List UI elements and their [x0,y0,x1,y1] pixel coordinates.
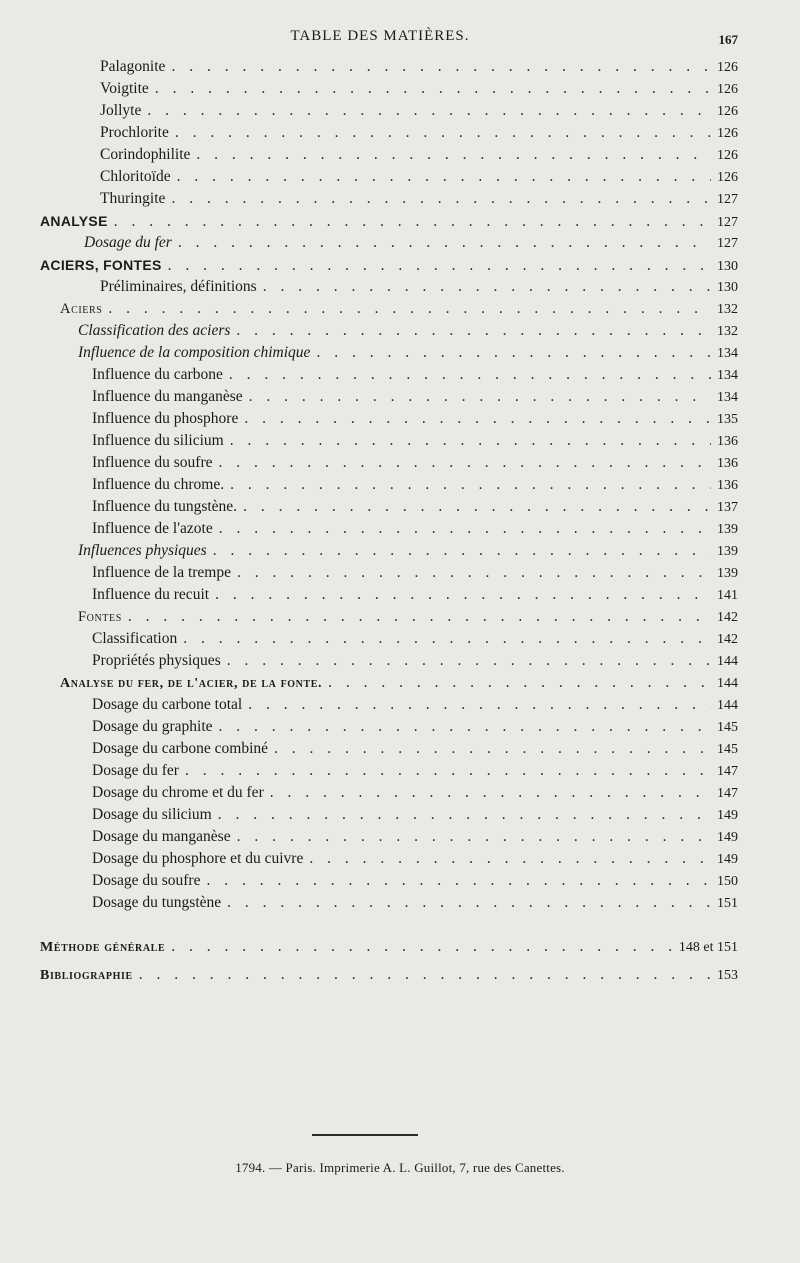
toc-entry [92,474,738,496]
toc-label: Chloritoïde [100,168,171,185]
toc-section-entry [40,210,738,232]
running-header [0,26,800,52]
toc-page: 145 [717,720,738,735]
toc-label: Dosage du fer [84,234,172,251]
toc-label: Corindophilite [100,146,191,163]
toc-entry [92,430,738,452]
toc-entry [92,386,738,408]
toc-page: 151 [717,896,738,911]
toc-label: Influence du tungstène. [92,498,238,515]
leader-dots [213,540,711,562]
toc-page: 139 [717,566,738,581]
leader-dots [139,964,711,986]
toc-label: Prochlorite [100,124,169,141]
leader-dots [230,474,711,496]
toc-page: 144 [717,654,738,669]
toc-label: Dosage du silicium [92,806,212,823]
toc-page: 127 [717,192,738,207]
leader-dots [171,56,711,78]
leader-dots [309,848,711,870]
toc-page: 153 [717,968,738,983]
toc-entry [92,496,738,518]
toc-page: 150 [717,874,738,889]
toc-entry [100,78,738,100]
toc-label: Classification [92,630,178,647]
toc-page: 126 [717,82,738,97]
toc-page: 134 [717,368,738,383]
toc-page: 147 [717,764,738,779]
toc-page: 136 [717,478,738,493]
toc-page: 126 [717,126,738,141]
toc-label: Influence du chrome. [92,476,225,493]
leader-dots [270,782,711,804]
leader-dots [171,936,673,958]
toc-subsection-entry [60,672,738,694]
toc-label: Dosage du manganèse [92,828,231,845]
toc-entry [92,826,738,848]
leader-dots [171,188,711,210]
leader-dots [175,122,711,144]
toc-label: Influence du soufre [92,454,213,471]
leader-dots [229,364,711,386]
toc-subsection-label: Fontes [78,609,122,625]
toc-label: Dosage du carbone total [92,696,243,713]
toc-page: 142 [717,610,738,625]
toc-entry [92,782,738,804]
toc-label: Dosage du fer [92,762,179,779]
leader-dots [316,342,711,364]
toc-page: 126 [717,170,738,185]
leader-dots [263,276,711,298]
toc-entry [92,848,738,870]
toc-label: Influence du manganèse [92,388,243,405]
toc-entry [92,738,738,760]
toc-entry [92,804,738,826]
leader-dots [236,320,711,342]
leader-dots [274,738,711,760]
toc-page: 132 [717,324,738,339]
toc-page: 134 [717,390,738,405]
toc-entry [84,232,738,254]
leader-dots [215,584,711,606]
leader-dots [114,211,711,232]
printer-imprint: 1794. — Paris. Imprimerie A. L. Guillot, 7, rue des Canettes. [235,1160,565,1175]
toc-section-label: ANALYSE [40,213,108,229]
leader-dots [243,496,711,518]
toc-page: 139 [717,522,738,537]
leader-dots [128,606,711,628]
toc-subsection-label: Analyse du fer, de l'acier, de la fonte. [60,676,323,691]
toc-section-entry [40,254,738,276]
toc-page: 137 [717,500,738,515]
toc-entry [92,452,738,474]
toc-label: Influence du silicium [92,432,224,449]
leader-dots [237,562,711,584]
header-page-number: 167 [718,32,738,47]
toc-section-entry [40,964,738,986]
leader-dots [328,672,711,694]
toc-section-label: Méthode générale [40,940,166,955]
toc-page: 126 [717,148,738,163]
toc-label: Influence de la composition chimique [78,344,311,361]
toc-label: Propriétés physiques [92,652,221,669]
leader-dots [230,430,711,452]
toc-subsection-entry [78,606,738,628]
toc-label: Dosage du phosphore et du cuivre [92,850,304,867]
toc-section-entry [40,936,738,958]
leader-dots [206,870,711,892]
toc-subsection-label: Aciers [60,301,103,317]
leader-dots [196,144,711,166]
toc-page: 130 [717,280,738,295]
toc-entry [100,188,738,210]
leader-dots [237,826,711,848]
toc-entry [92,716,738,738]
toc-entry [100,56,738,78]
toc-label: Dosage du soufre [92,872,201,889]
toc-label: Voigtite [100,80,149,97]
toc-label: Palagonite [100,58,166,75]
toc-label: Influence du recuit [92,586,210,603]
toc-entry [100,122,738,144]
toc-entry [92,518,738,540]
toc-entry [92,408,738,430]
toc-label: Dosage du tungstène [92,894,222,911]
toc-entry [100,100,738,122]
toc-entry [100,276,738,298]
toc-label: Thuringite [100,190,166,207]
toc-page: 142 [717,632,738,647]
toc-entry [92,364,738,386]
toc-page: 126 [717,104,738,119]
leader-dots [177,166,711,188]
footer-rule [312,1134,418,1136]
toc-page: 135 [717,412,738,427]
header-title: TABLE DES MATIÈRES. [290,28,470,44]
toc-page: 139 [717,544,738,559]
toc-page: 126 [717,60,738,75]
toc-entry [78,342,738,364]
toc-label: Dosage du chrome et du fer [92,784,264,801]
leader-dots [227,892,711,914]
toc-entry [92,760,738,782]
leader-dots [219,518,711,540]
toc-page: 147 [717,786,738,801]
toc-label: Dosage du graphite [92,718,213,735]
toc-label: Classification des aciers [78,322,231,339]
toc-page: 149 [717,808,738,823]
leader-dots [249,386,711,408]
toc-entry [92,892,738,914]
toc-entry [78,320,738,342]
toc-section-label: Bibliographie [40,968,133,983]
toc-page: 149 [717,852,738,867]
toc-page: 141 [717,588,738,603]
leader-dots [168,255,711,276]
toc-entry [92,584,738,606]
leader-dots [219,452,711,474]
toc-page: 136 [717,456,738,471]
toc-page: 148 et 151 [678,940,738,955]
leader-dots [147,100,711,122]
toc-entry [92,628,738,650]
toc-page: 145 [717,742,738,757]
leader-dots [155,78,711,100]
toc-page: 149 [717,830,738,845]
toc-entry [92,562,738,584]
toc-label: Préliminaires, définitions [100,278,257,295]
toc-entry [92,870,738,892]
toc-page: 136 [717,434,738,449]
toc-label: Influence de la trempe [92,564,231,581]
leader-dots [185,760,711,782]
toc-entry [92,694,738,716]
toc-page: 144 [717,676,738,691]
toc-label: Influence de l'azote [92,520,213,537]
leader-dots [218,804,711,826]
leader-dots [108,298,711,320]
leader-dots [178,232,711,254]
toc-label: Influence du phosphore [92,410,239,427]
toc-label: Influence du carbone [92,366,223,383]
toc-page: 134 [717,346,738,361]
toc-entry [92,650,738,672]
leader-dots [227,650,711,672]
leader-dots [248,694,711,716]
leader-dots [183,628,711,650]
toc-page: 144 [717,698,738,713]
toc-entry [78,540,738,562]
toc-page: 132 [717,302,738,317]
leader-dots [219,716,711,738]
toc-label: Dosage du carbone combiné [92,740,269,757]
leader-dots [244,408,711,430]
toc-page: 127 [717,236,738,251]
toc-entry [100,166,738,188]
toc-page: 127 [717,215,738,230]
toc-label: Influences physiques [78,542,207,559]
toc-page: 130 [717,259,738,274]
toc-section-label: ACIERS, FONTES [40,257,162,273]
toc-label: Jollyte [100,102,142,119]
toc-subsection-entry [60,298,738,320]
toc-entry [100,144,738,166]
